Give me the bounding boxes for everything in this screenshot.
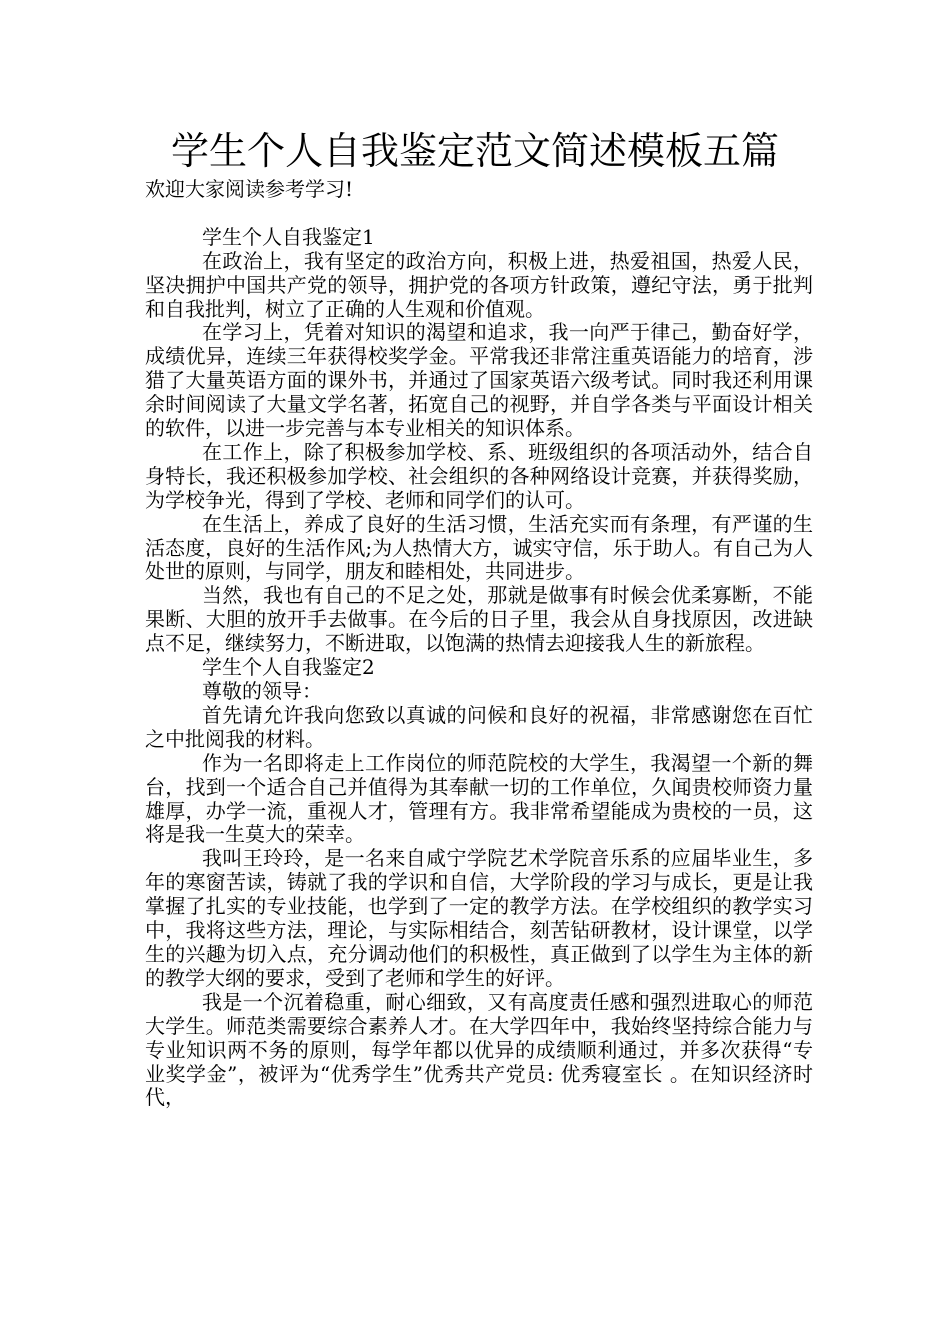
paragraph-greeting: 首先请允许我向您致以真诚的问候和良好的祝福，非常感谢您在百忙之中批阅我的材料。 (145, 702, 813, 751)
paragraph-introduction: 我叫王玲玲，是一名来自咸宁学院艺术学院音乐系的应届毕业生，多年的寒窗苦读，铸就了我的学识和自信，大学阶段的学习与成长，更是让我掌握了扎实的专业技能，也学到了一定的教学方法。在学校组织的教学实习中，我将这些方法，理论，与实际相结合，刻苦钻研教材，设计课堂，以学生的兴趣为切入点，充分调动他们的积极性，真正做到了以学生为主体的新的教学大纲的要求，受到了老师和学生的好评。 (145, 846, 813, 990)
paragraph-politics: 在政治上，我有坚定的政治方向，积极上进，热爱祖国，热爱人民，坚决拥护中国共产党的领导，拥护党的各项方针政策，遵纪守法，勇于批判和自我批判，树立了正确的人生观和价值观。 (145, 248, 813, 321)
section-heading-2: 学生个人自我鉴定2 (202, 655, 375, 680)
paragraph-shortcomings: 当然，我也有自己的不足之处，那就是做事有时候会优柔寡断，不能果断、大胆的放开手去做事。在今后的日子里，我会从自身找原因，改进缺点不足，继续努力，不断进取，以饱满的热情去迎接我人生的新旅程。 (145, 583, 813, 656)
paragraph-life: 在生活上，养成了良好的生活习惯，生活充实而有条理，有严谨的生活态度，良好的生活作风;为人热情大方，诚实守信，乐于助人。有自己为人处世的原则，与同学，朋友和睦相处，共同进步。 (145, 511, 813, 584)
document-title: 学生个人自我鉴定范文简述模板五篇 (170, 129, 779, 173)
intro-text: 欢迎大家阅读参考学习! (145, 177, 354, 201)
paragraph-study: 在学习上，凭着对知识的渴望和追求，我一向严于律己，勤奋好学，成绩优异，连续三年获得校奖学金。平常我还非常注重英语能力的培育，涉猎了大量英语方面的课外书，并通过了国家英语六级考试。同时我还利用课余时间阅读了大量文学名著，拓宽自己的视野，并自学各类与平面设计相关的软件，以进一步完善与本专业相关的知识体系。 (145, 320, 813, 441)
salutation: 尊敬的领导： (202, 679, 322, 704)
document-body (145, 178, 813, 1110)
paragraph-aspiration: 作为一名即将走上工作岗位的师范院校的大学生，我渴望一个新的舞台，找到一个适合自己并值得为其奉献一切的工作单位，久闻贵校师资力量雄厚，办学一流，重视人才，管理有方。我非常希望能成为贵校的一员，这将是我一生莫大的荣幸。 (145, 750, 813, 847)
section-heading-1: 学生个人自我鉴定1 (202, 224, 375, 249)
paragraph-character: 我是一个沉着稳重，耐心细致，又有高度责任感和强烈进取心的师范大学生。师范类需要综合素养人才。在大学四年中，我始终坚持综合能力与专业知识两不务的原则，每学年都以优异的成绩顺利通过，并多次获得“专业奖学金”，被评为“优秀学生”优秀共产党员: 优秀寝室长 。在知识经济时代， (145, 989, 813, 1110)
paragraph-work: 在工作上，除了积极参加学校、系、班级组织的各项活动外，结合自身特长，我还积极参加学校、社会组织的各种网络设计竞赛，并获得奖励，为学校争光，得到了学校、老师和同学们的认可。 (145, 439, 813, 512)
